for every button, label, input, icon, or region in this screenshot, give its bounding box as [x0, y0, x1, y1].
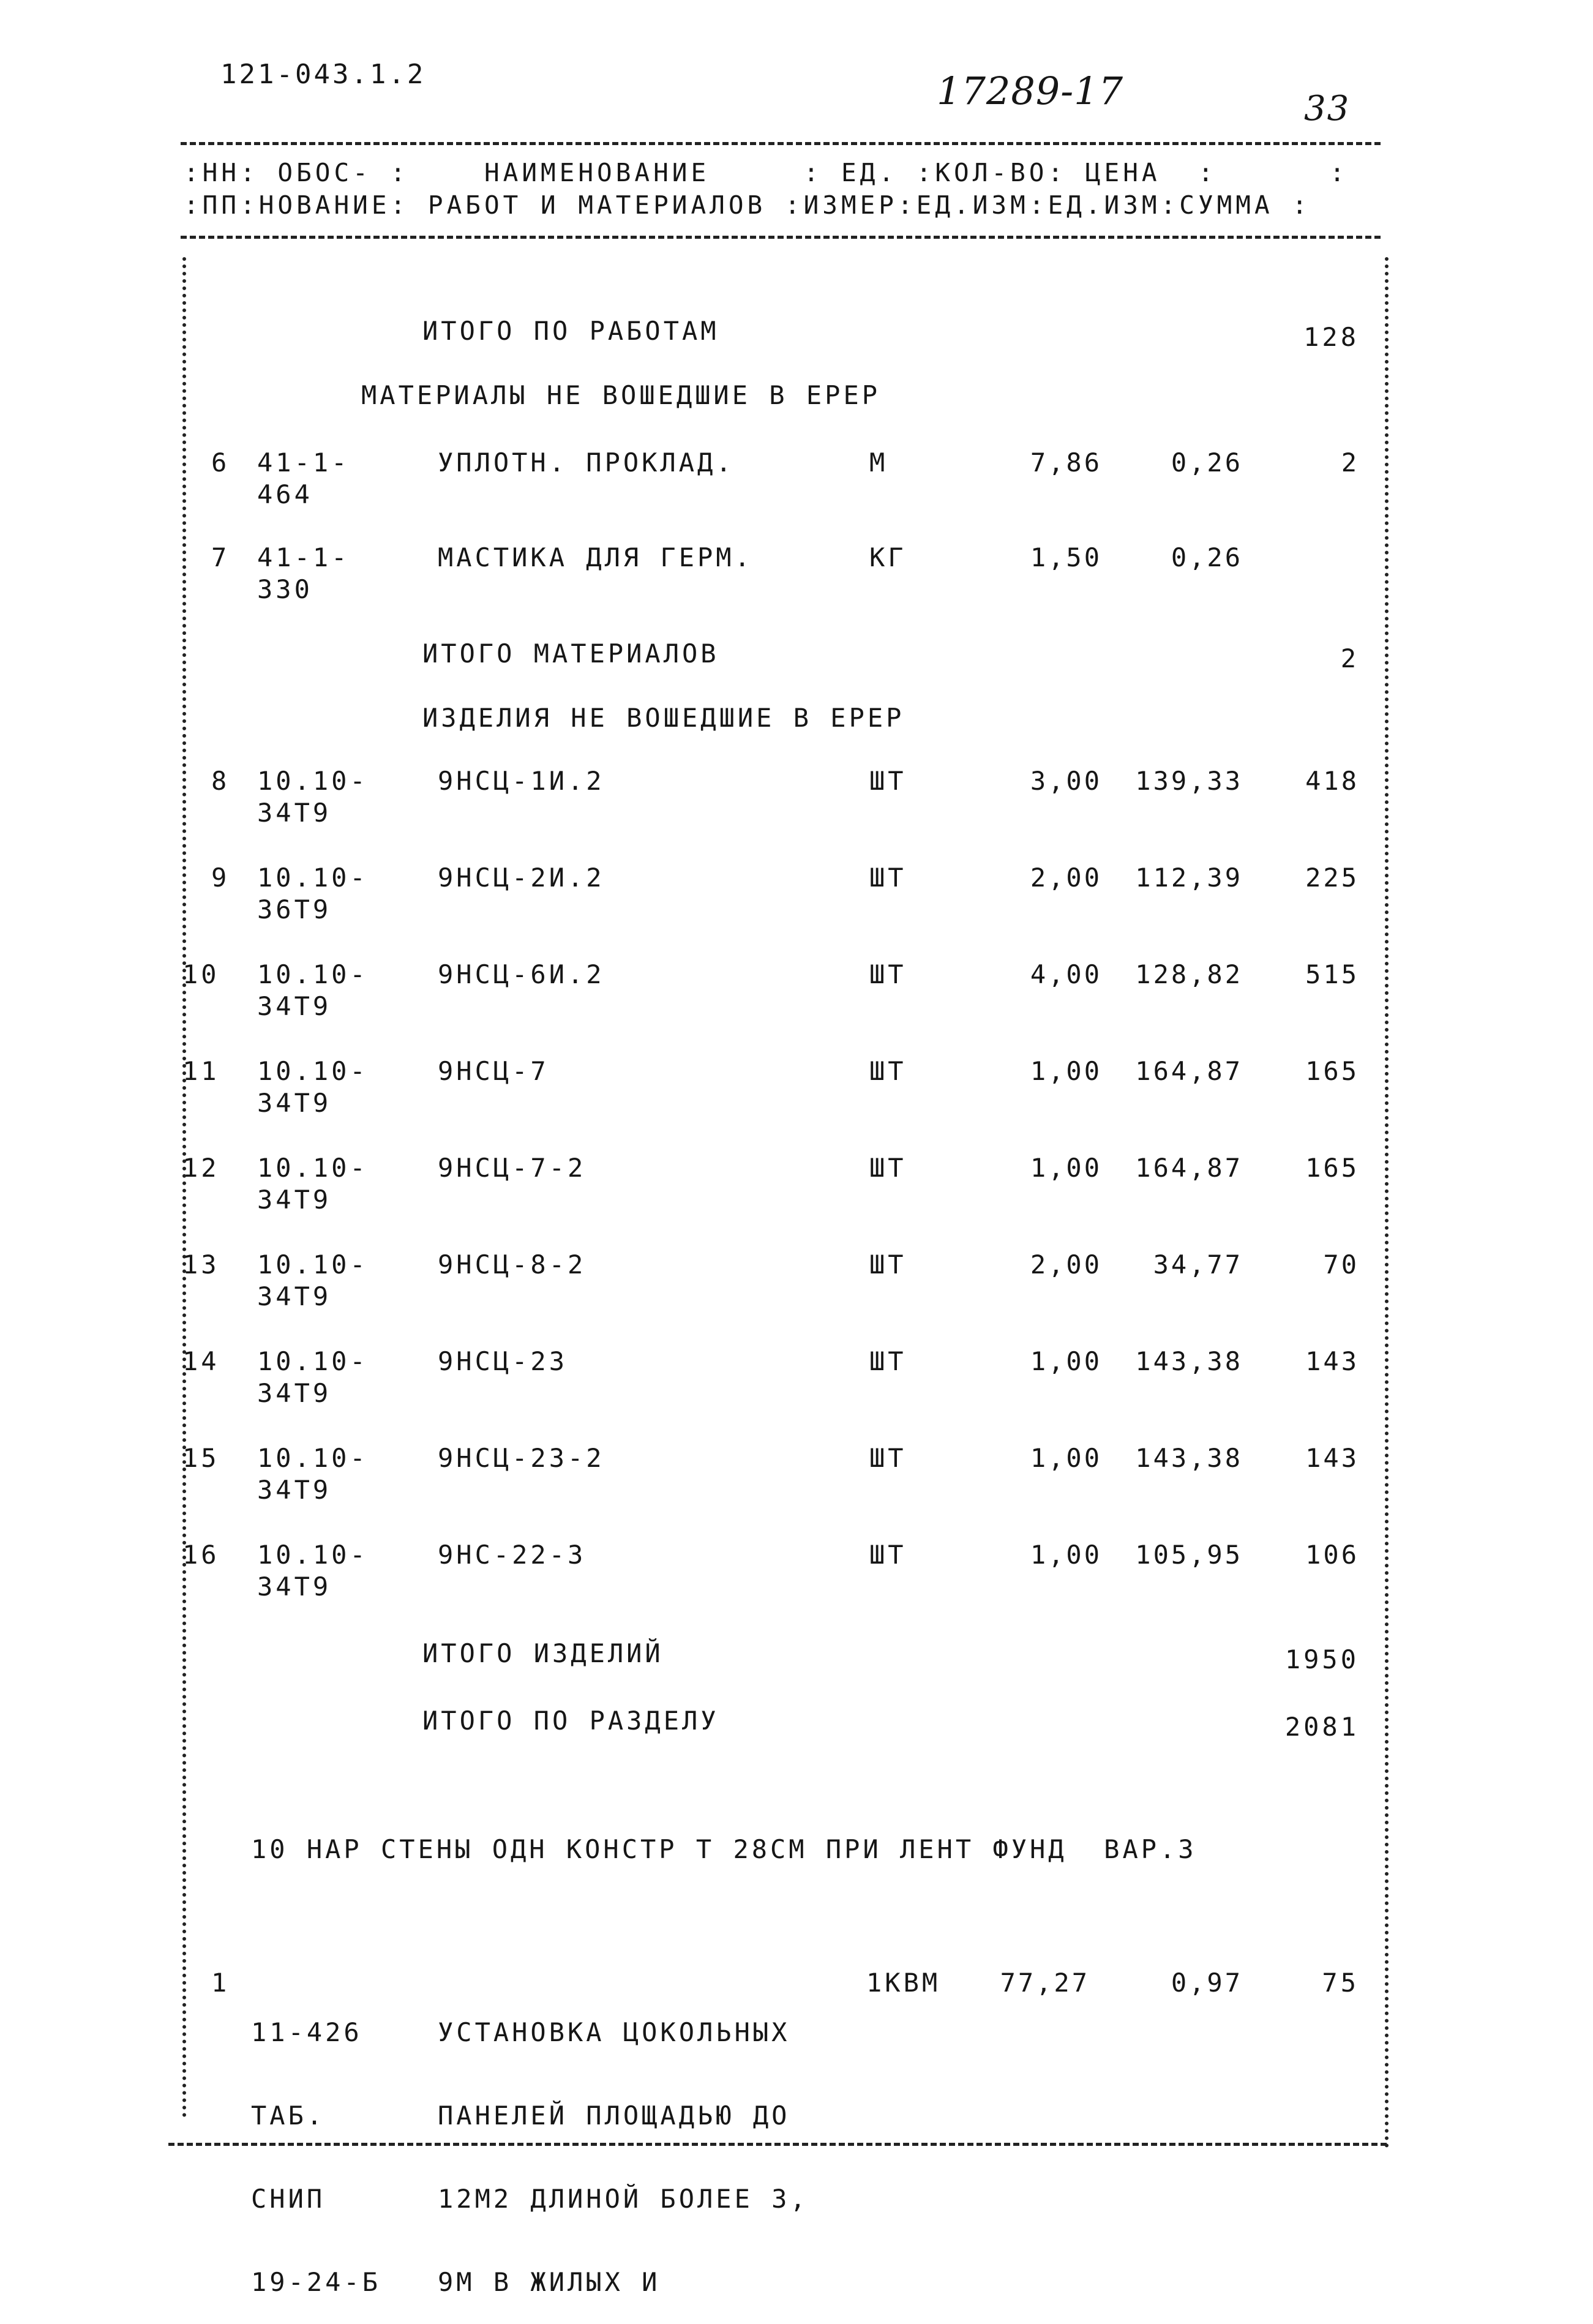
name-line: ПАНЕЛЕЙ ПЛОЩАДЬЮ ДО	[438, 2101, 790, 2131]
column-headers-line-1: :НН: ОБОС- : НАИМЕНОВАНИЕ : ЕД. :КОЛ-ВО: ЦЕНА : :	[184, 158, 1349, 187]
item-qty: 1,00	[1030, 1153, 1102, 1183]
item-price: 143,38	[1135, 1443, 1243, 1473]
item-price: 34,77	[1153, 1250, 1243, 1280]
item-name: МАСТИКА ДЛЯ ГЕРМ.	[438, 542, 753, 572]
item-price: 143,38	[1135, 1346, 1243, 1376]
item-unit: М	[869, 448, 888, 478]
table-row	[0, 1056, 1593, 1126]
name-line: 12М2 ДЛИНОЙ БОЛЕЕ 3,	[438, 2184, 809, 2214]
total-products-value: 1950	[1284, 1644, 1359, 1674]
item-name: 9НСЦ-7-2	[438, 1153, 587, 1183]
page-number: 33	[1304, 89, 1351, 129]
item-unit: ШТ	[869, 1250, 907, 1280]
item-qty: 1,50	[1030, 542, 1102, 572]
item-name: 9НСЦ-23-2	[438, 1443, 605, 1473]
item-sum: 2	[1341, 448, 1359, 478]
last-item-sum: 75	[1322, 1968, 1359, 1998]
item-qty: 1,00	[1030, 1443, 1102, 1473]
item-price: 164,87	[1135, 1153, 1243, 1183]
item-qty: 1,00	[1030, 1346, 1102, 1376]
last-item-code	[251, 1965, 381, 2324]
item-qty: 2,00	[1030, 1250, 1102, 1280]
item-unit: ШТ	[869, 1056, 907, 1086]
item-sum: 70	[1323, 1250, 1359, 1280]
item-name: 9НСЦ-2И.2	[438, 863, 605, 893]
code-line: 11-426	[251, 2017, 362, 2047]
table-row	[0, 768, 1593, 836]
item-sum: 418	[1305, 766, 1359, 796]
table-top-rule	[181, 142, 1381, 145]
item-price: 112,39	[1135, 863, 1243, 893]
item-code-line-2: 34Т9	[257, 991, 332, 1021]
item-price: 0,26	[1171, 448, 1243, 478]
item-code: 10.10-	[257, 959, 369, 989]
table-row	[0, 450, 1593, 517]
item-sum: 165	[1305, 1056, 1359, 1086]
item-number: 14	[182, 1346, 220, 1376]
table-row	[0, 1445, 1593, 1513]
item-code-line-2: 34Т9	[257, 1475, 332, 1505]
products-heading: ИЗДЕЛИЯ НЕ ВОШЕДШИЕ В ЕРЕР	[422, 703, 905, 733]
item-qty: 3,00	[1030, 766, 1102, 796]
table-row	[0, 865, 1593, 932]
item-unit: ШТ	[869, 863, 907, 893]
header-bottom-rule	[181, 236, 1381, 239]
item-price: 128,82	[1135, 959, 1243, 989]
table-row	[0, 1252, 1593, 1319]
item-number: 6	[211, 448, 230, 478]
item-number: 7	[211, 542, 230, 572]
item-number: 9	[211, 863, 230, 893]
item-code: 41-1-	[257, 448, 350, 478]
item-code: 10.10-	[257, 863, 369, 893]
column-headers-line-2: :ПП:НОВАНИЕ: РАБОТ И МАТЕРИАЛОВ :ИЗМЕР:ЕД.ИЗМ:ЕД.ИЗМ:СУММА :	[184, 190, 1311, 220]
total-section-label: ИТОГО ПО РАЗДЕЛУ	[422, 1706, 719, 1736]
last-item-price: 0,97	[1171, 1968, 1243, 1998]
item-number: 10	[182, 959, 220, 989]
total-materials-value: 2	[1340, 643, 1359, 673]
item-code-line-2: 36Т9	[257, 894, 332, 924]
item-qty: 1,00	[1030, 1056, 1102, 1086]
item-name: 9НСЦ-7	[438, 1056, 549, 1086]
item-qty: 1,00	[1030, 1540, 1102, 1570]
table-row	[0, 1542, 1593, 1610]
item-name: 9НС-22-3	[438, 1540, 587, 1570]
total-works-value: 128	[1303, 322, 1359, 352]
item-code: 10.10-	[257, 1153, 369, 1183]
total-materials-label: ИТОГО МАТЕРИАЛОВ	[422, 639, 719, 669]
item-unit: ШТ	[869, 766, 907, 796]
item-price: 139,33	[1135, 766, 1243, 796]
code-line: СНИП	[251, 2184, 326, 2214]
item-unit: ШТ	[869, 1443, 907, 1473]
item-code-line-2: 34Т9	[257, 1185, 332, 1215]
item-code-line-2: 330	[257, 574, 313, 604]
item-unit: ШТ	[869, 959, 907, 989]
item-name: 9НСЦ-6И.2	[438, 959, 605, 989]
item-qty: 2,00	[1030, 863, 1102, 893]
table-row	[0, 542, 1593, 612]
section-title: 10 НАР СТЕНЫ ОДН КОНСТР Т 28СМ ПРИ ЛЕНТ ФУНД ВАР.3	[251, 1834, 1197, 1864]
last-item-unit: 1КВМ	[866, 1968, 941, 1998]
item-unit: ШТ	[869, 1346, 907, 1376]
item-code: 10.10-	[257, 1056, 369, 1086]
item-sum: 165	[1305, 1153, 1359, 1183]
item-sum: 143	[1305, 1346, 1359, 1376]
last-item-name	[438, 1965, 809, 2324]
name-line: УСТАНОВКА ЦОКОЛЬНЫХ	[438, 2017, 790, 2047]
code-line: 19-24-Б	[251, 2267, 381, 2297]
item-number: 13	[182, 1250, 220, 1280]
last-item-qty: 77,27	[1000, 1968, 1090, 1998]
item-sum: 225	[1305, 863, 1359, 893]
total-works-label: ИТОГО ПО РАБОТАМ	[422, 316, 719, 346]
item-code-line-2: 34Т9	[257, 1572, 332, 1602]
item-code: 10.10-	[257, 766, 369, 796]
document-code: 121-043.1.2	[220, 59, 426, 90]
table-row	[0, 959, 1593, 1029]
item-number: 16	[182, 1540, 220, 1570]
item-sum: 143	[1305, 1443, 1359, 1473]
item-qty: 7,86	[1030, 448, 1102, 478]
item-number: 12	[182, 1153, 220, 1183]
item-name: 9НСЦ-8-2	[438, 1250, 587, 1280]
code-line: ТАБ.	[251, 2101, 326, 2131]
item-number: 11	[182, 1056, 220, 1086]
name-line: 9М В ЖИЛЫХ И	[438, 2267, 661, 2297]
item-unit: ШТ	[869, 1540, 907, 1570]
total-products-label: ИТОГО ИЗДЕЛИЙ	[422, 1638, 664, 1668]
item-code-line-2: 34Т9	[257, 1378, 332, 1408]
item-name: УПЛОТН. ПРОКЛАД.	[438, 448, 735, 478]
item-code-line-2: 34Т9	[257, 798, 332, 828]
item-code: 10.10-	[257, 1540, 369, 1570]
item-price: 0,26	[1171, 542, 1243, 572]
item-code: 10.10-	[257, 1346, 369, 1376]
item-unit: КГ	[869, 542, 907, 572]
item-code: 10.10-	[257, 1443, 369, 1473]
item-code-line-2: 34Т9	[257, 1088, 332, 1118]
item-name: 9НСЦ-23	[438, 1346, 568, 1376]
item-number: 8	[211, 766, 230, 796]
item-unit: ШТ	[869, 1153, 907, 1183]
item-number: 15	[182, 1443, 220, 1473]
item-price: 164,87	[1135, 1056, 1243, 1086]
item-code-line-2: 464	[257, 479, 313, 509]
item-code: 41-1-	[257, 542, 350, 572]
item-sum: 106	[1305, 1540, 1359, 1570]
item-qty: 4,00	[1030, 959, 1102, 989]
item-code-line-2: 34Т9	[257, 1281, 332, 1311]
total-section-value: 2081	[1284, 1712, 1359, 1742]
last-item-number: 1	[211, 1968, 230, 1998]
archive-number: 17289-17	[937, 69, 1124, 113]
table-row	[0, 1346, 1593, 1416]
materials-heading: МАТЕРИАЛЫ НЕ ВОШЕДШИЕ В ЕРЕР	[361, 380, 881, 410]
item-code: 10.10-	[257, 1250, 369, 1280]
item-price: 105,95	[1135, 1540, 1243, 1570]
item-sum: 515	[1305, 959, 1359, 989]
item-name: 9НСЦ-1И.2	[438, 766, 605, 796]
table-row	[0, 1155, 1593, 1223]
